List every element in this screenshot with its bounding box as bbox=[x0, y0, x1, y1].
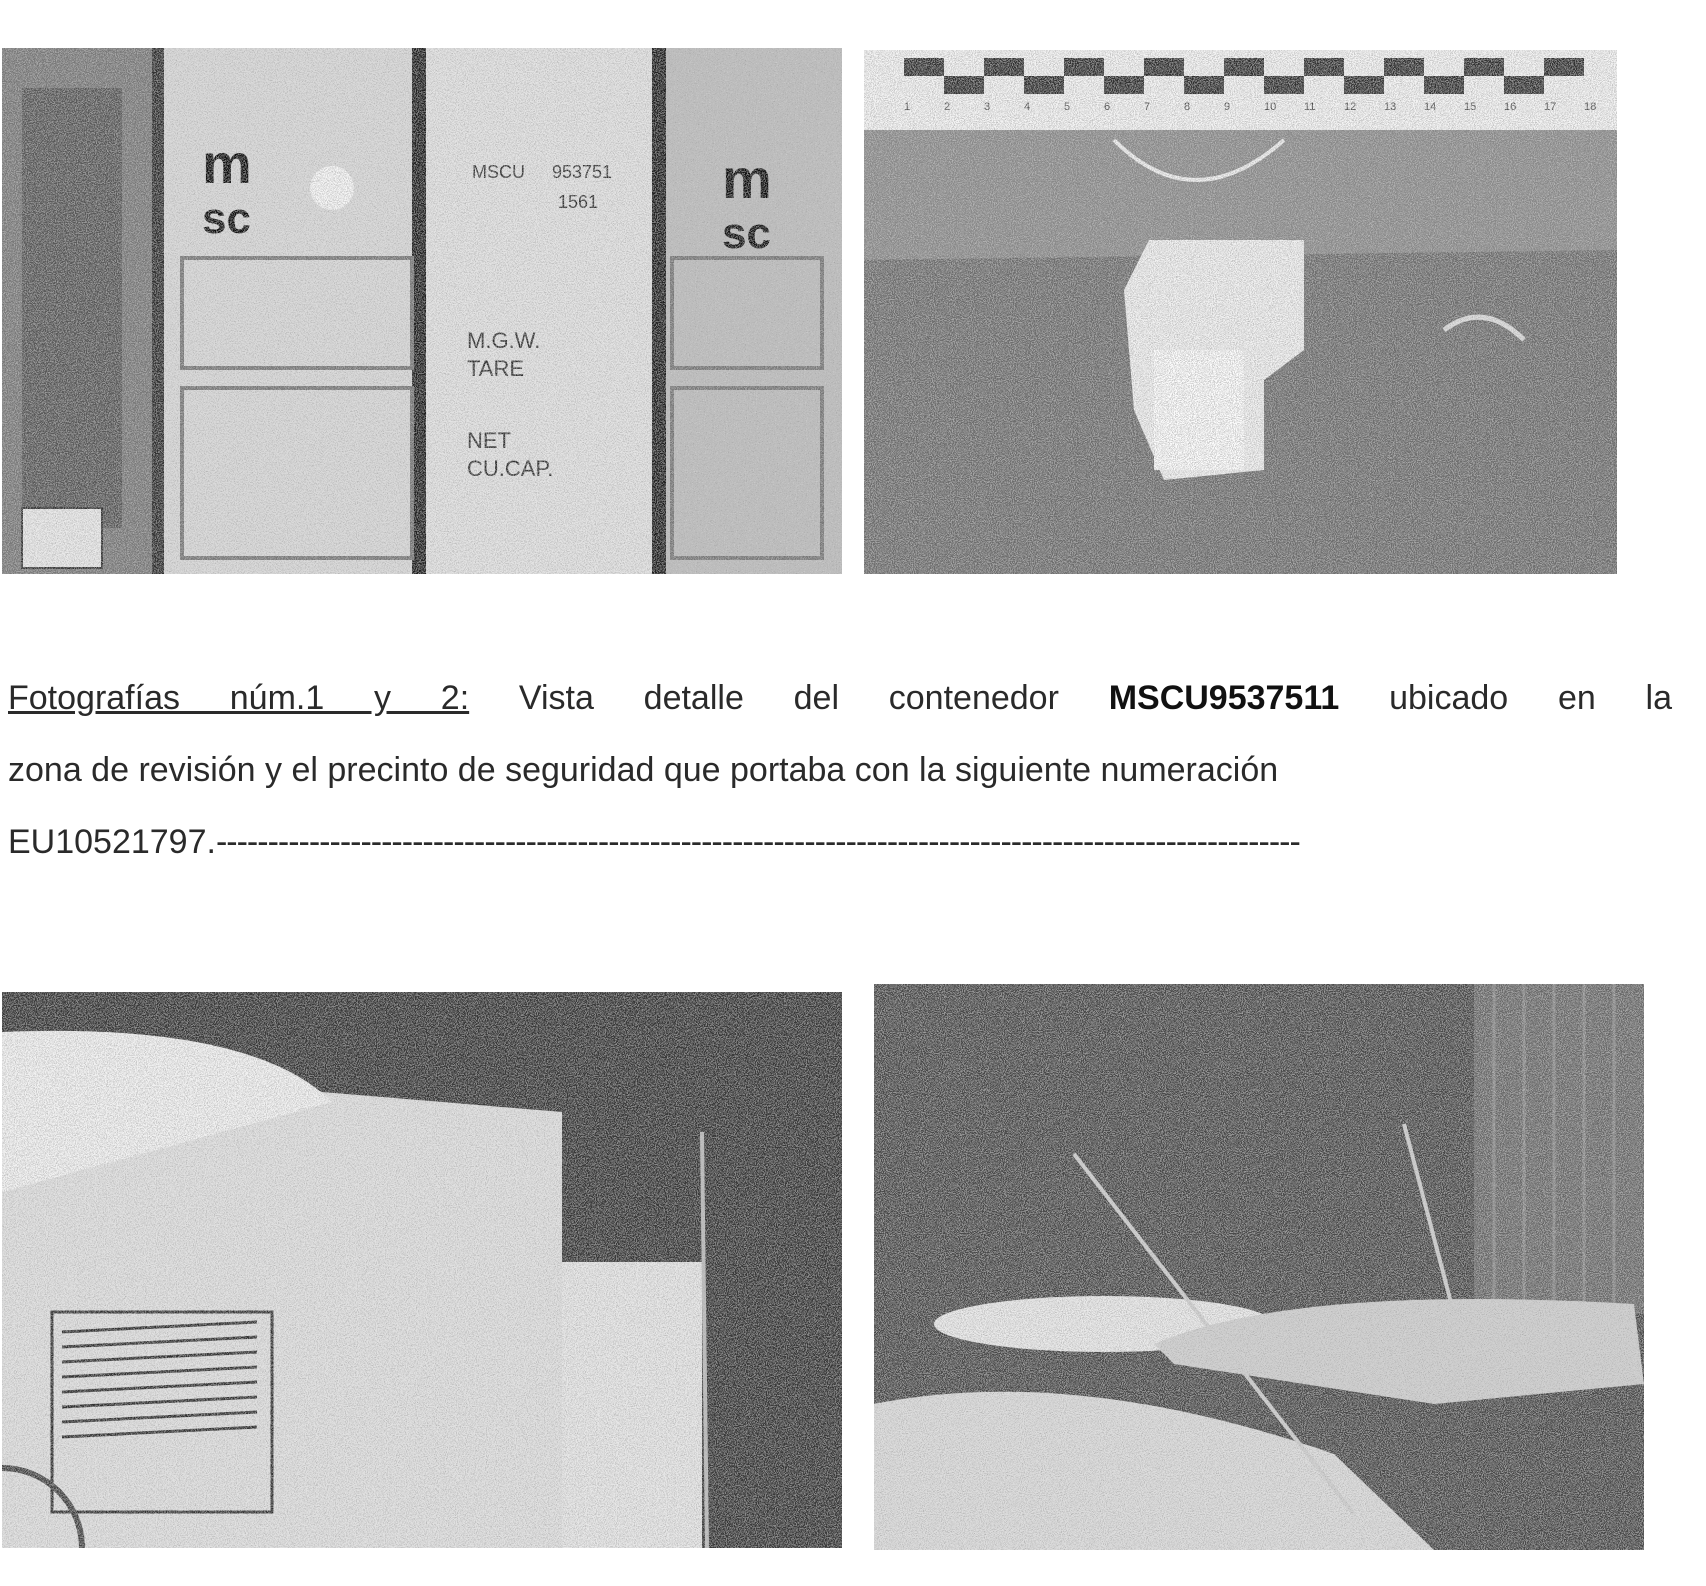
photo-cargo-interior-right bbox=[874, 984, 1644, 1550]
caption-line-1 bbox=[8, 662, 1672, 734]
photo-security-seal bbox=[864, 50, 1617, 574]
photo-container-doors bbox=[2, 48, 842, 574]
caption-lead: Fotografías núm.1 y 2: bbox=[8, 679, 470, 717]
caption-line-3 bbox=[8, 806, 1672, 878]
cargo-interior-left-image bbox=[2, 992, 842, 1548]
seal-number: EU10521797. bbox=[8, 823, 216, 861]
container-id: MSCU9537511 bbox=[1108, 679, 1340, 717]
cargo-interior-right-image bbox=[874, 984, 1644, 1550]
caption-line-2: zona de revisión y el precinto de seguridad que portaba con la siguiente numeración bbox=[8, 751, 1279, 789]
trailing-dashes: --------------------------------------------------------------------------------------------------------- bbox=[215, 823, 1300, 861]
security-seal-image bbox=[864, 50, 1617, 574]
container-doors-image bbox=[2, 48, 842, 574]
caption-text-1: Vista detalle del contenedor bbox=[469, 679, 1109, 717]
photo-cargo-interior-left bbox=[2, 992, 842, 1548]
caption-text-2: ubicado en la bbox=[1339, 679, 1672, 717]
photo-caption bbox=[8, 662, 1672, 878]
